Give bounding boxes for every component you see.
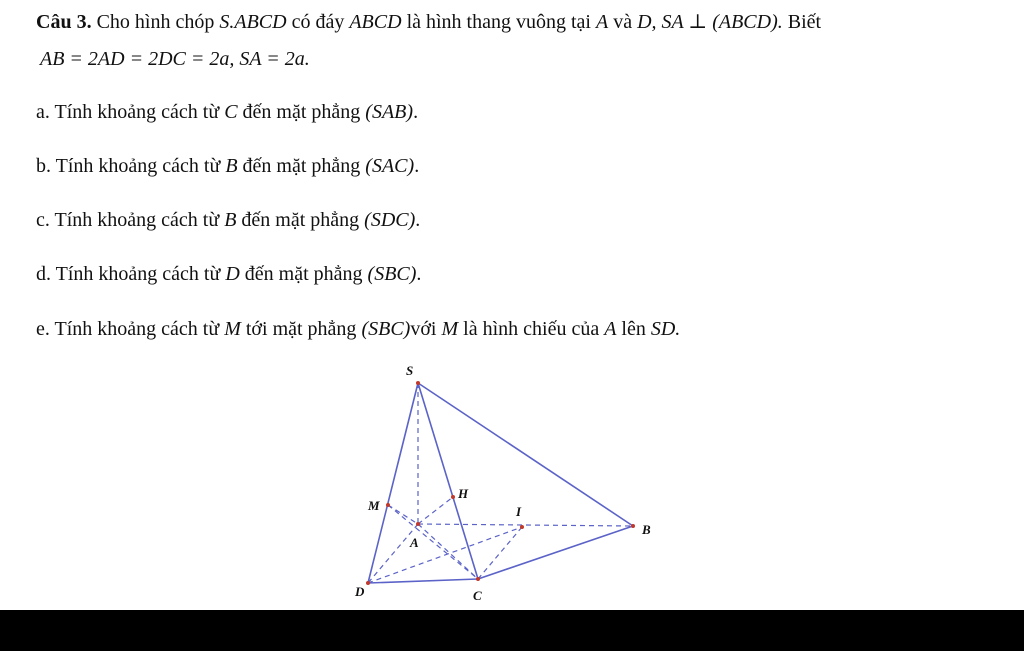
problem-number: Câu 3. — [36, 11, 92, 33]
hidden-edges — [368, 383, 633, 583]
label-s: S — [406, 363, 414, 378]
intro-math: D, — [637, 11, 657, 33]
segment-ah — [418, 497, 453, 524]
intro-math: ABCD — [349, 11, 402, 33]
point-s — [416, 381, 420, 385]
bottom-black-bar — [0, 610, 1024, 651]
edge-ab — [418, 524, 633, 526]
question-plane: (SAC) — [365, 155, 415, 177]
question-text: đến mặt phẳng — [242, 101, 361, 123]
question-point: M — [224, 318, 241, 340]
edge-cb — [478, 526, 633, 579]
label-i: I — [516, 504, 522, 519]
question-plane: (SBC) — [361, 318, 411, 340]
label-b: B — [642, 522, 651, 537]
intro-text: là hình thang vuông tại — [406, 11, 591, 33]
given-conditions: AB = 2AD = 2DC = 2a, SA = 2a. — [40, 48, 310, 70]
question-text: đến mặt phẳng — [242, 155, 361, 177]
label-c: C — [473, 588, 482, 603]
question-suffix: . — [414, 155, 420, 177]
question-suffix: . — [415, 209, 421, 231]
question-point: M — [441, 318, 459, 340]
question-text: lên — [621, 318, 646, 340]
question-suffix: . — [416, 263, 422, 285]
point-i — [520, 525, 524, 529]
question-text: c. Tính khoảng cách từ — [36, 209, 220, 231]
question-text: d. Tính khoảng cách từ — [36, 263, 221, 285]
question-suffix: . — [413, 101, 419, 123]
label-d: D — [355, 584, 365, 599]
segment-mc — [388, 505, 478, 579]
point-m — [386, 503, 390, 507]
point-d — [366, 581, 370, 585]
question-text: là hình chiếu của — [463, 318, 600, 340]
label-a: A — [410, 535, 419, 550]
solid-edges — [368, 383, 633, 583]
label-m: M — [368, 498, 380, 513]
segment-am — [388, 505, 418, 524]
question-segment: SD. — [650, 318, 681, 340]
question-point: B — [225, 155, 238, 177]
intro-text: và — [613, 11, 633, 33]
label-h: H — [458, 486, 469, 501]
question-text: e. Tính khoảng cách từ — [36, 318, 220, 340]
edge-dc — [368, 579, 478, 583]
vertex-points — [366, 381, 635, 585]
question-plane: (SDC) — [364, 209, 416, 231]
point-c — [476, 577, 480, 581]
intro-text: có đáy — [291, 11, 345, 33]
point-h — [451, 495, 455, 499]
intro-text: Cho hình chóp — [96, 11, 215, 33]
question-point: C — [224, 101, 238, 123]
question-text: tới mặt phẳng — [245, 318, 357, 340]
intro-math: A — [595, 11, 609, 33]
question-text: đến mặt phẳng — [241, 209, 360, 231]
point-b — [631, 524, 635, 528]
point-a — [416, 522, 420, 526]
question-text: a. Tính khoảng cách từ — [36, 101, 220, 123]
intro-text: Biết — [787, 11, 822, 33]
edge-sc — [418, 383, 478, 579]
intro-math: S.ABCD — [219, 11, 287, 33]
question-point: A — [604, 318, 617, 340]
question-text: đến mặt phẳng — [244, 263, 363, 285]
edge-sb — [418, 383, 633, 526]
question-plane: (SBC) — [367, 263, 417, 285]
question-point: B — [224, 209, 237, 231]
intro-math: SA ⊥ (ABCD). — [661, 11, 783, 33]
question-text: b. Tính khoảng cách từ — [36, 155, 221, 177]
question-plane: (SAB) — [365, 101, 414, 123]
question-text: với — [410, 318, 437, 340]
question-point: D — [225, 263, 240, 285]
